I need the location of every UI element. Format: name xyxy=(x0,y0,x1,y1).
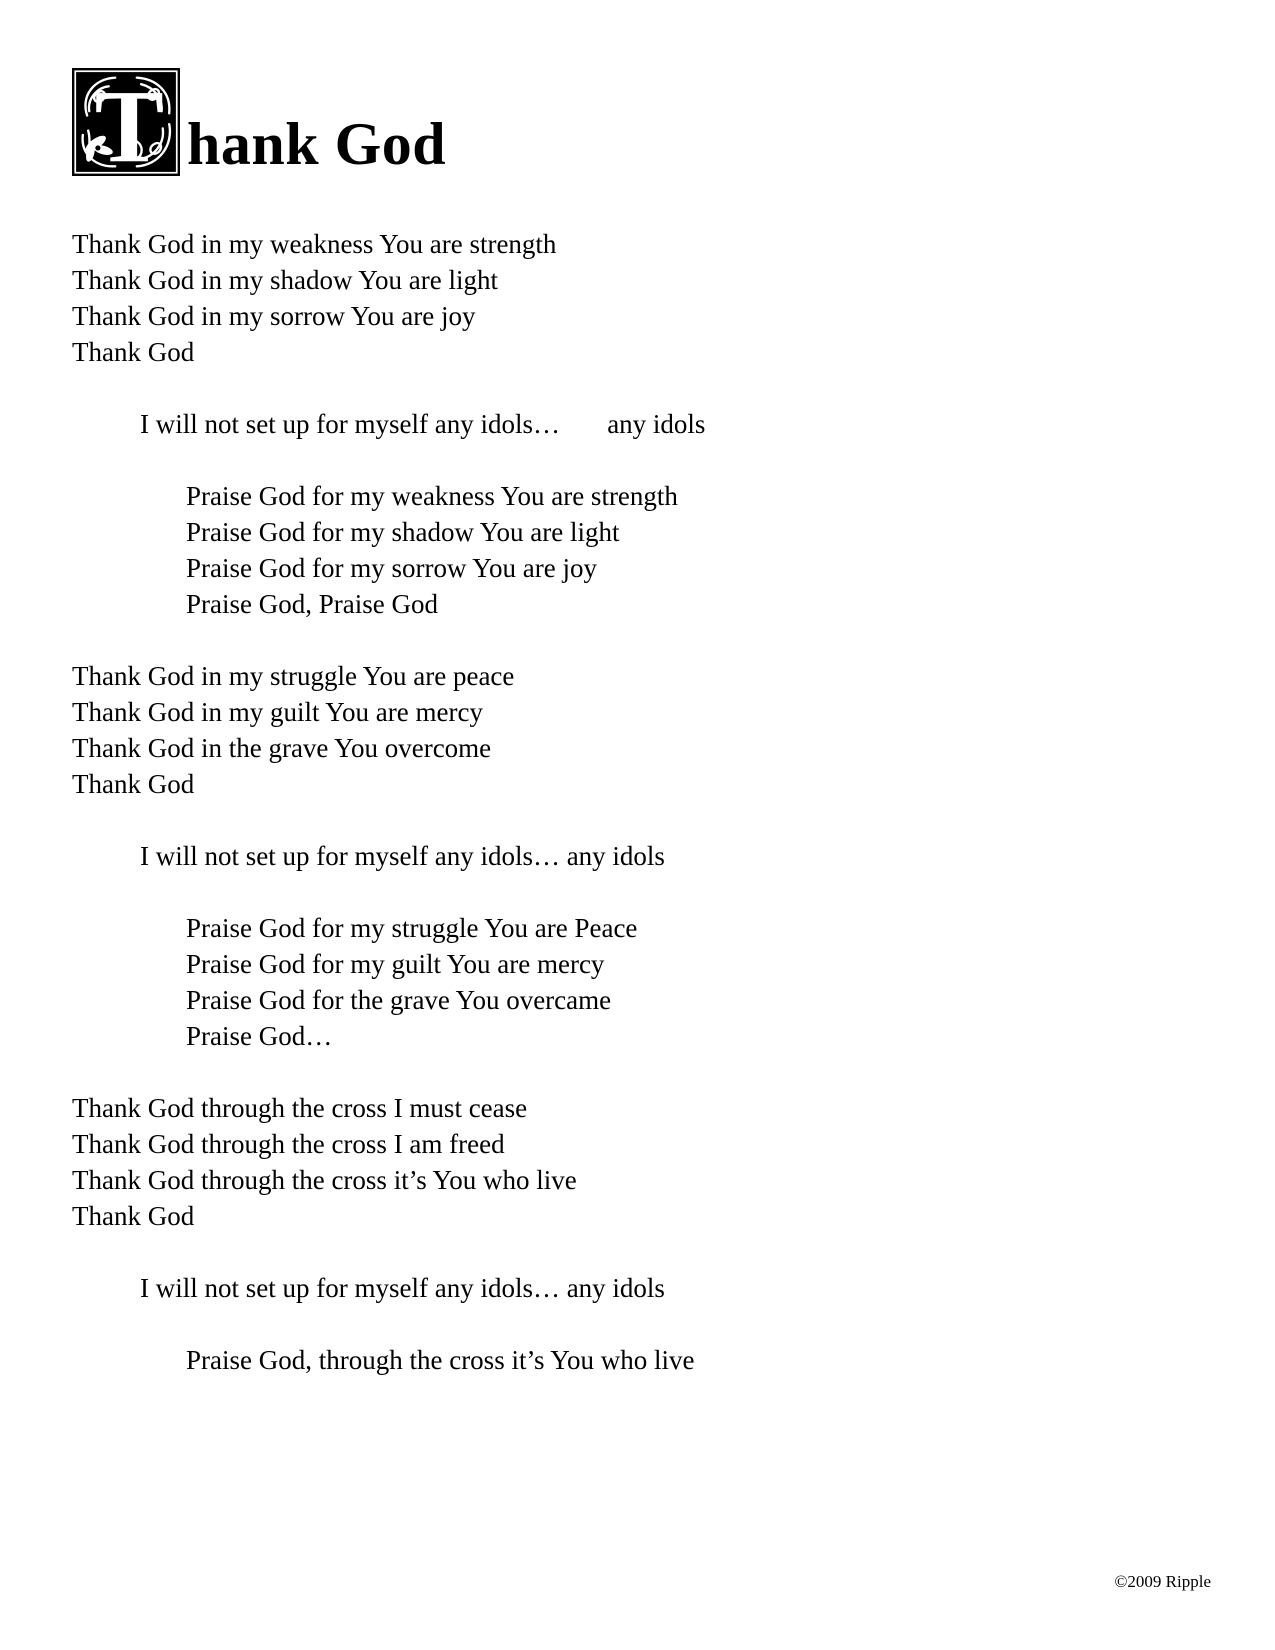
lyric-line: Thank God through the cross it’s You who live xyxy=(72,1165,577,1195)
copyright xyxy=(1115,1571,1212,1593)
lyric-line: Thank God through the cross I am freed xyxy=(72,1129,505,1159)
page-title: hank God xyxy=(187,111,447,177)
lyric-line: Thank God in the grave You overcome xyxy=(72,733,492,763)
lyric-line: Thank God through the cross I must cease xyxy=(72,1093,528,1123)
verse-3 xyxy=(72,1090,1203,1234)
lyric-line: Praise God for my struggle You are Peace xyxy=(186,913,638,943)
chorus-1 xyxy=(72,478,1203,622)
lyric-line: Thank God in my sorrow You are joy xyxy=(72,301,476,331)
lyric-line: Praise God for the grave You overcame xyxy=(186,985,612,1015)
chorus-3 xyxy=(72,1342,1203,1378)
refrain-2 xyxy=(72,838,1203,874)
lyric-line: I will not set up for myself any idols… any idols xyxy=(140,1273,665,1303)
refrain-1 xyxy=(72,406,1203,442)
lyrics xyxy=(72,226,1203,1378)
lyric-line: Thank God in my struggle You are peace xyxy=(72,661,515,691)
lyric-line: Praise God… xyxy=(186,1021,333,1051)
lyric-line: Praise God for my shadow You are light xyxy=(186,517,620,547)
lyric-line: Thank God in my weakness You are strength xyxy=(72,229,557,259)
lyric-line: Thank God xyxy=(72,1201,195,1231)
title xyxy=(72,68,1203,176)
lyric-line: Praise God for my guilt You are mercy xyxy=(186,949,605,979)
lyric-line: Praise God for my sorrow You are joy xyxy=(186,553,597,583)
lyric-line: Thank God in my shadow You are light xyxy=(72,265,498,295)
lyric-line: Thank God xyxy=(72,769,195,799)
lyric-line: Praise God, through the cross it’s You who live xyxy=(186,1345,695,1375)
lyric-line: Thank God xyxy=(72,337,195,367)
dropcap-letter: T xyxy=(94,69,164,176)
chorus-2 xyxy=(72,910,1203,1054)
lyric-line: Thank God in my guilt You are mercy xyxy=(72,697,483,727)
lyric-line: I will not set up for myself any idols… any idols xyxy=(140,409,706,439)
refrain-3 xyxy=(72,1270,1203,1306)
page-content xyxy=(72,68,1203,1414)
lyric-line: Praise God, Praise God xyxy=(186,589,438,619)
verse-1 xyxy=(72,226,1203,370)
verse-2 xyxy=(72,658,1203,802)
lyric-line: I will not set up for myself any idols… any idols xyxy=(140,841,665,871)
lyric-line: Praise God for my weakness You are strength xyxy=(186,481,678,511)
copyright-text: ©2009 Ripple xyxy=(1114,1572,1211,1591)
ornate-dropcap-icon xyxy=(72,68,180,176)
